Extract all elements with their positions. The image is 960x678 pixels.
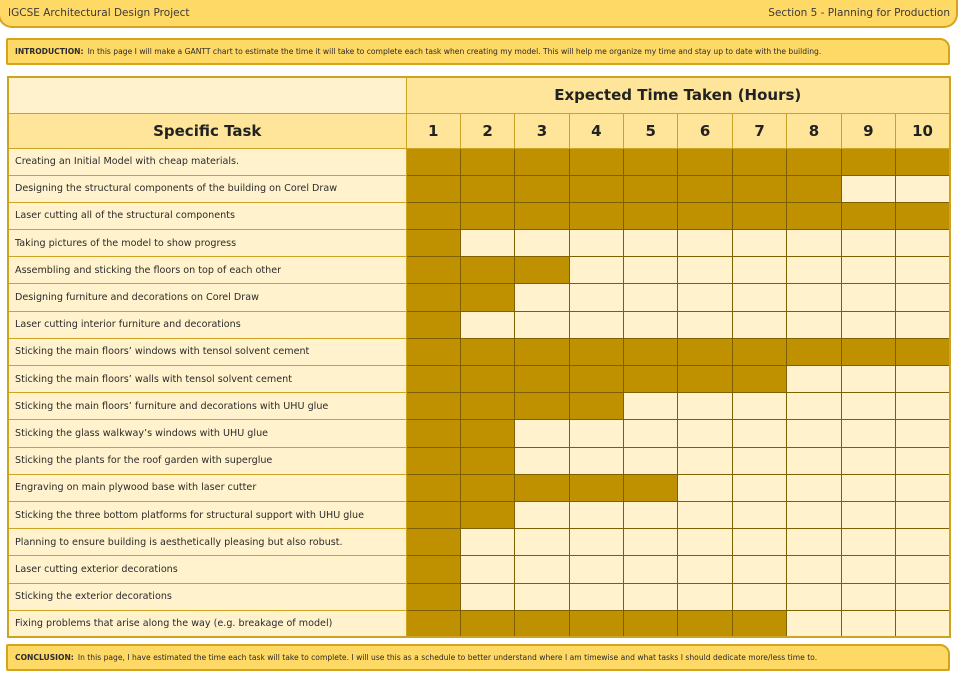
gantt-empty-cell [624,556,678,583]
gantt-empty-cell [569,556,623,583]
gantt-bar-cell [460,284,514,311]
gantt-empty-cell [624,583,678,610]
gantt-empty-cell [678,230,732,257]
gantt-bar-cell [515,175,569,202]
gantt-empty-cell [624,257,678,284]
hour-header-2: 2 [460,113,514,148]
gantt-empty-cell [896,447,950,474]
task-row [8,556,950,583]
gantt-empty-cell [841,257,895,284]
gantt-bar-cell [406,501,460,528]
gantt-bar-cell [515,338,569,365]
gantt-bar-cell [787,338,841,365]
gantt-empty-cell [841,311,895,338]
gantt-empty-cell [896,311,950,338]
task-row [8,311,950,338]
gantt-empty-cell [732,393,786,420]
gantt-bar-cell [515,474,569,501]
gantt-empty-cell [896,610,950,637]
introduction-label: INTRODUCTION: [15,47,84,56]
gantt-bar-cell [678,338,732,365]
gantt-empty-cell [515,311,569,338]
gantt-empty-cell [841,501,895,528]
gantt-empty-cell [569,529,623,556]
task-row [8,148,950,175]
introduction-box [6,38,950,65]
gantt-empty-cell [787,311,841,338]
gantt-empty-cell [569,257,623,284]
gantt-empty-cell [460,230,514,257]
gantt-empty-cell [460,311,514,338]
gantt-bar-cell [406,148,460,175]
task-name: Sticking the exterior decorations [8,583,406,610]
gantt-bar-cell [624,610,678,637]
task-row [8,338,950,365]
gantt-bar-cell [406,230,460,257]
gantt-bar-cell [841,338,895,365]
project-title: IGCSE Architectural Design Project [8,7,190,19]
hour-header-7: 7 [732,113,786,148]
gantt-empty-cell [841,284,895,311]
gantt-empty-cell [896,175,950,202]
gantt-empty-cell [896,366,950,393]
gantt-empty-cell [841,366,895,393]
task-row [8,230,950,257]
gantt-empty-cell [896,529,950,556]
task-row [8,474,950,501]
gantt-bar-cell [569,393,623,420]
hour-header-8: 8 [787,113,841,148]
gantt-empty-cell [841,474,895,501]
gantt-bar-cell [460,610,514,637]
gantt-bar-cell [460,501,514,528]
gantt-bar-cell [460,175,514,202]
hour-header-9: 9 [841,113,895,148]
gantt-empty-cell [678,393,732,420]
gantt-bar-cell [460,420,514,447]
gantt-empty-cell [624,420,678,447]
task-row [8,447,950,474]
hour-header-10: 10 [896,113,950,148]
gantt-empty-cell [841,393,895,420]
gantt-empty-cell [732,420,786,447]
task-name: Sticking the main floors’ walls with tensol solvent cement [8,366,406,393]
gantt-empty-cell [787,501,841,528]
gantt-empty-cell [515,230,569,257]
hour-header-4: 4 [569,113,623,148]
gantt-bar-cell [406,202,460,229]
gantt-bar-cell [406,447,460,474]
gantt-empty-cell [732,556,786,583]
gantt-empty-cell [624,393,678,420]
gantt-bar-cell [460,338,514,365]
gantt-empty-cell [841,175,895,202]
gantt-empty-cell [896,583,950,610]
gantt-empty-cell [787,610,841,637]
gantt-bar-cell [678,202,732,229]
gantt-empty-cell [678,284,732,311]
gantt-empty-cell [569,420,623,447]
gantt-bar-cell [732,338,786,365]
task-name: Sticking the three bottom platforms for structural support with UHU glue [8,501,406,528]
task-name: Laser cutting all of the structural components [8,202,406,229]
gantt-bar-cell [678,148,732,175]
gantt-bar-cell [460,257,514,284]
gantt-empty-cell [569,501,623,528]
gantt-bar-cell [624,202,678,229]
gantt-bar-cell [732,175,786,202]
gantt-bar-cell [460,366,514,393]
task-row [8,284,950,311]
table-corner-cell [8,77,406,113]
gantt-empty-cell [624,501,678,528]
gantt-bar-cell [678,175,732,202]
gantt-bar-cell [569,202,623,229]
gantt-empty-cell [515,420,569,447]
task-name: Laser cutting exterior decorations [8,556,406,583]
gantt-empty-cell [841,230,895,257]
gantt-empty-cell [624,447,678,474]
gantt-bar-cell [569,148,623,175]
gantt-empty-cell [460,529,514,556]
gantt-bar-cell [787,148,841,175]
gantt-bar-cell [787,175,841,202]
gantt-bar-cell [406,474,460,501]
task-name: Designing the structural components of the building on Corel Draw [8,175,406,202]
gantt-bar-cell [678,366,732,393]
task-row [8,529,950,556]
gantt-empty-cell [569,230,623,257]
hour-header-5: 5 [624,113,678,148]
gantt-bar-cell [896,202,950,229]
gantt-table [7,76,951,638]
gantt-empty-cell [896,420,950,447]
task-name: Assembling and sticking the floors on top of each other [8,257,406,284]
gantt-empty-cell [787,529,841,556]
gantt-empty-cell [787,474,841,501]
task-name: Creating an Initial Model with cheap materials. [8,148,406,175]
gantt-bar-cell [406,284,460,311]
gantt-bar-cell [406,583,460,610]
gantt-empty-cell [896,556,950,583]
gantt-bar-cell [406,420,460,447]
gantt-empty-cell [515,284,569,311]
task-name: Designing furniture and decorations on Corel Draw [8,284,406,311]
gantt-bar-cell [515,393,569,420]
gantt-bar-cell [732,148,786,175]
gantt-bar-cell [460,447,514,474]
section-title: Section 5 - Planning for Production [768,7,950,19]
gantt-empty-cell [841,610,895,637]
specific-task-header: Specific Task [8,113,406,148]
gantt-empty-cell [569,583,623,610]
gantt-bar-cell [569,366,623,393]
gantt-bar-cell [624,338,678,365]
gantt-empty-cell [787,583,841,610]
gantt-empty-cell [460,583,514,610]
gantt-bar-cell [569,474,623,501]
gantt-empty-cell [515,501,569,528]
gantt-empty-cell [896,284,950,311]
gantt-empty-cell [841,529,895,556]
gantt-bar-cell [678,610,732,637]
hour-header-6: 6 [678,113,732,148]
gantt-bar-cell [406,529,460,556]
gantt-bar-cell [624,474,678,501]
gantt-bar-cell [515,202,569,229]
gantt-empty-cell [460,556,514,583]
gantt-bar-cell [569,175,623,202]
gantt-empty-cell [787,393,841,420]
gantt-empty-cell [515,447,569,474]
gantt-bar-cell [406,556,460,583]
gantt-bar-cell [841,148,895,175]
task-row [8,501,950,528]
task-row [8,610,950,637]
gantt-bar-cell [406,311,460,338]
gantt-bar-cell [896,338,950,365]
task-row [8,366,950,393]
gantt-empty-cell [624,529,678,556]
gantt-empty-cell [678,501,732,528]
task-name: Sticking the glass walkway’s windows with UHU glue [8,420,406,447]
gantt-bar-cell [515,366,569,393]
gantt-empty-cell [678,474,732,501]
gantt-empty-cell [515,583,569,610]
gantt-bar-cell [460,393,514,420]
gantt-empty-cell [624,311,678,338]
gantt-bar-cell [515,610,569,637]
gantt-empty-cell [678,447,732,474]
gantt-empty-cell [787,420,841,447]
gantt-empty-cell [732,583,786,610]
gantt-empty-cell [624,230,678,257]
gantt-empty-cell [624,284,678,311]
gantt-empty-cell [678,257,732,284]
gantt-empty-cell [841,556,895,583]
gantt-bar-cell [787,202,841,229]
gantt-bar-cell [460,148,514,175]
hour-header-1: 1 [406,113,460,148]
task-name: Sticking the plants for the roof garden with superglue [8,447,406,474]
gantt-empty-cell [896,501,950,528]
gantt-empty-cell [732,257,786,284]
gantt-empty-cell [787,447,841,474]
gantt-bar-cell [624,366,678,393]
gantt-empty-cell [896,257,950,284]
gantt-empty-cell [569,447,623,474]
expected-time-header: Expected Time Taken (Hours) [406,77,950,113]
gantt-empty-cell [841,583,895,610]
gantt-bar-cell [624,175,678,202]
task-name: Engraving on main plywood base with laser cutter [8,474,406,501]
task-row [8,257,950,284]
gantt-empty-cell [787,230,841,257]
gantt-empty-cell [896,230,950,257]
gantt-bar-cell [406,175,460,202]
gantt-empty-cell [732,447,786,474]
gantt-empty-cell [732,230,786,257]
task-name: Laser cutting interior furniture and decorations [8,311,406,338]
gantt-empty-cell [787,366,841,393]
gantt-empty-cell [841,447,895,474]
gantt-empty-cell [515,529,569,556]
gantt-empty-cell [732,284,786,311]
task-name: Planning to ensure building is aesthetically pleasing but also robust. [8,529,406,556]
gantt-empty-cell [732,529,786,556]
gantt-empty-cell [678,311,732,338]
gantt-bar-cell [732,610,786,637]
gantt-empty-cell [678,529,732,556]
gantt-empty-cell [896,393,950,420]
gantt-bar-cell [732,366,786,393]
gantt-bar-cell [624,148,678,175]
gantt-empty-cell [841,420,895,447]
gantt-bar-cell [406,366,460,393]
gantt-bar-cell [406,257,460,284]
conclusion-label: CONCLUSION: [15,653,74,662]
gantt-bar-cell [841,202,895,229]
gantt-bar-cell [732,202,786,229]
task-row [8,175,950,202]
gantt-empty-cell [787,284,841,311]
gantt-empty-cell [732,474,786,501]
gantt-bar-cell [406,610,460,637]
conclusion-box [6,644,950,671]
page-header [0,0,958,28]
gantt-empty-cell [678,583,732,610]
task-name: Sticking the main floors’ windows with tensol solvent cement [8,338,406,365]
task-row [8,420,950,447]
hour-header-3: 3 [515,113,569,148]
gantt-bar-cell [460,474,514,501]
gantt-empty-cell [515,556,569,583]
gantt-bar-cell [460,202,514,229]
gantt-bar-cell [406,393,460,420]
gantt-bar-cell [406,338,460,365]
task-name: Sticking the main floors’ furniture and decorations with UHU glue [8,393,406,420]
gantt-empty-cell [678,556,732,583]
gantt-empty-cell [732,311,786,338]
gantt-empty-cell [569,284,623,311]
gantt-empty-cell [569,311,623,338]
gantt-bar-cell [515,148,569,175]
gantt-empty-cell [787,257,841,284]
gantt-bar-cell [896,148,950,175]
gantt-empty-cell [732,501,786,528]
task-name: Taking pictures of the model to show progress [8,230,406,257]
task-row [8,393,950,420]
task-row [8,202,950,229]
gantt-bar-cell [569,338,623,365]
gantt-empty-cell [678,420,732,447]
gantt-bar-cell [515,257,569,284]
gantt-bar-cell [569,610,623,637]
gantt-empty-cell [896,474,950,501]
task-name: Fixing problems that arise along the way (e.g. breakage of model) [8,610,406,637]
gantt-empty-cell [787,556,841,583]
task-row [8,583,950,610]
introduction-text: In this page I will make a GANTT chart to estimate the time it will take to complete each task when creating my model. This will help me organize my time and stay up to date with the building. [87,47,822,56]
conclusion-text: In this page, I have estimated the time each task will take to complete. I will use this as a schedule to better understand where I am timewise and what tasks I should dedicate more/less time to. [77,653,818,662]
